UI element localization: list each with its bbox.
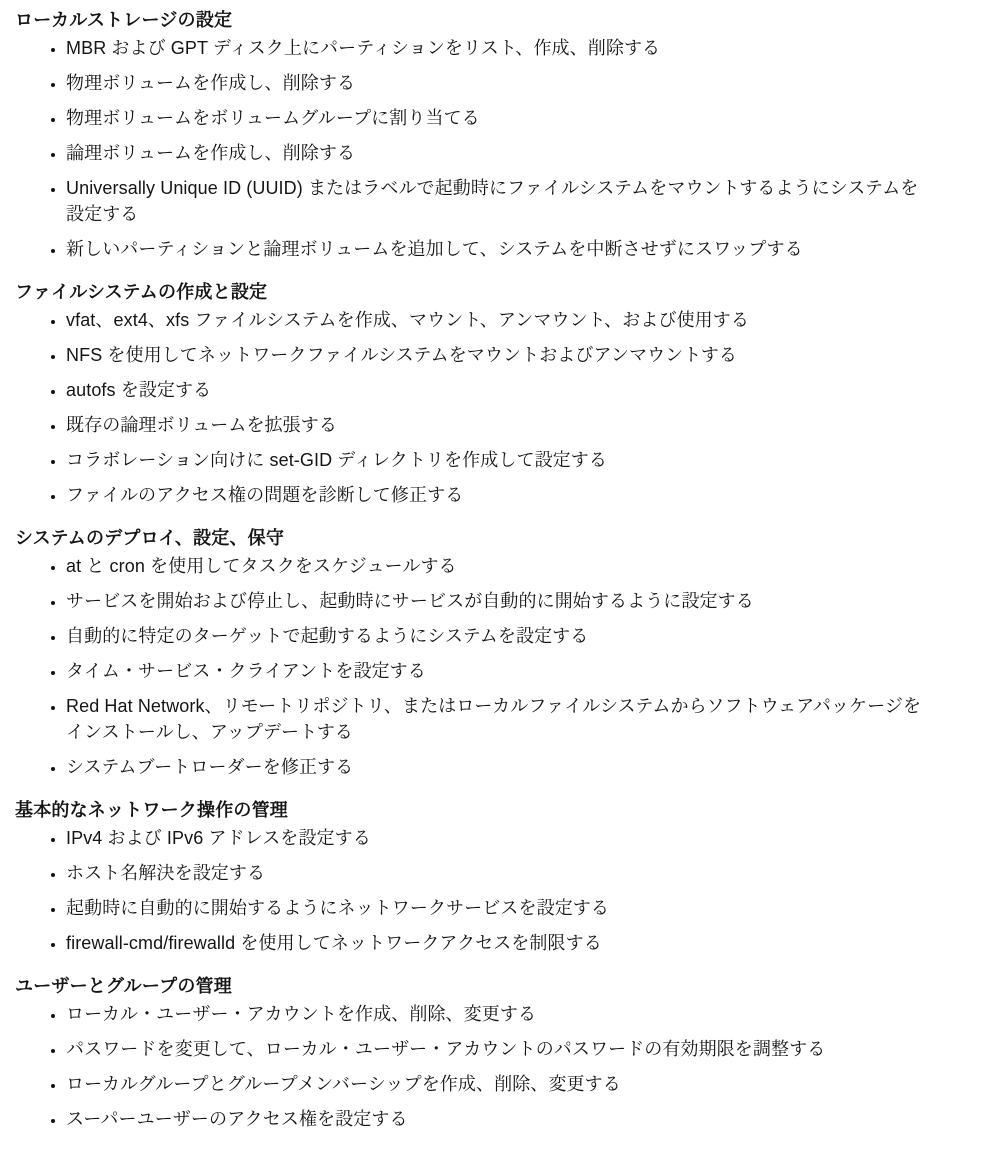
objective-list — [15, 1001, 934, 1132]
objective-list — [15, 825, 934, 956]
objective-item: • 新しいパーティションと論理ボリュームを追加して、システムを中断させずにスワップする — [66, 236, 934, 262]
objective-item: • 物理ボリュームをボリュームグループに割り当てる — [66, 105, 934, 131]
objective-item: • コラボレーション向けに set-GID ディレクトリを作成して設定する — [66, 447, 934, 473]
objective-item: • 既存の論理ボリュームを拡張する — [66, 412, 934, 438]
objective-list — [15, 35, 934, 262]
objective-item: • 起動時に自動的に開始するようにネットワークサービスを設定する — [66, 895, 934, 921]
section-heading: ユーザーとグループの管理 — [15, 976, 232, 996]
section-heading: システムのデプロイ、設定、保守 — [15, 528, 285, 548]
objective-list — [15, 553, 934, 780]
objective-item: • システムブートローダーを修正する — [66, 754, 934, 780]
objective-item: • ローカル・ユーザー・アカウントを作成、削除、変更する — [66, 1001, 934, 1027]
objective-item: • 物理ボリュームを作成し、削除する — [66, 70, 934, 96]
objective-item: • サービスを開始および停止し、起動時にサービスが自動的に開始するように設定する — [66, 588, 934, 614]
objective-item: • at と cron を使用してタスクをスケジュールする — [66, 553, 934, 579]
objective-item: • MBR および GPT ディスク上にパーティションをリスト、作成、削除する — [66, 35, 934, 61]
objective-item: • ファイルのアクセス権の問題を診断して修正する — [66, 482, 934, 508]
objective-item: • スーパーユーザーのアクセス権を設定する — [66, 1106, 934, 1132]
objective-item: • Red Hat Network、リモートリポジトリ、またはローカルファイルシステムからソフトウェアパッケージをインストールし、アップデートする — [66, 693, 934, 745]
objective-item: • タイム・サービス・クライアントを設定する — [66, 658, 934, 684]
section-heading: ファイルシステムの作成と設定 — [15, 282, 268, 302]
objective-item: • Universally Unique ID (UUID) またはラベルで起動時にファイルシステムをマウントするようにシステムを設定する — [66, 175, 934, 227]
objective-item: • ホスト名解決を設定する — [66, 860, 934, 886]
objective-item: • ローカルグループとグループメンバーシップを作成、削除、変更する — [66, 1071, 934, 1097]
objective-item: • パスワードを変更して、ローカル・ユーザー・アカウントのパスワードの有効期限を調整する — [66, 1036, 934, 1062]
objective-item: • autofs を設定する — [66, 377, 934, 403]
objective-item: • 論理ボリュームを作成し、削除する — [66, 140, 934, 166]
section-heading: ローカルストレージの設定 — [15, 10, 233, 30]
objective-item: • 自動的に特定のターゲットで起動するようにシステムを設定する — [66, 623, 934, 649]
section-heading: 基本的なネットワーク操作の管理 — [15, 800, 288, 820]
objective-item: • vfat、ext4、xfs ファイルシステムを作成、マウント、アンマウント、および使用する — [66, 307, 934, 333]
objective-item: • firewall-cmd/firewalld を使用してネットワークアクセスを制限する — [66, 930, 934, 956]
objective-list — [15, 307, 934, 508]
content — [15, 7, 989, 1132]
objective-item: • NFS を使用してネットワークファイルシステムをマウントおよびアンマウントする — [66, 342, 934, 368]
objective-item: • IPv4 および IPv6 アドレスを設定する — [66, 825, 934, 851]
